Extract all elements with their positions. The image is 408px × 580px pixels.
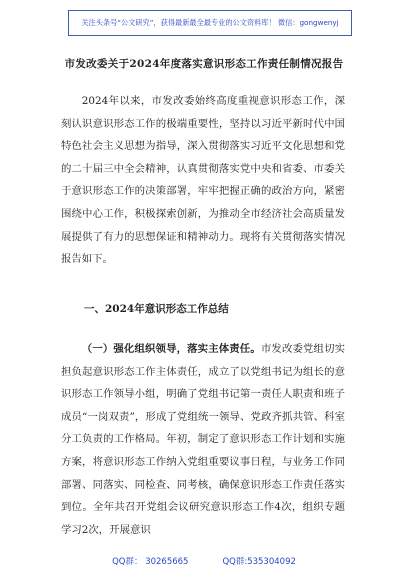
subsection-paragraph (61, 338, 345, 541)
header-banner-text: 关注头条号“公文研究”，获得最新最全最专业的公文资料库！ 微信：gongwenyj (81, 18, 339, 27)
intro-paragraph: 2024年以来，市发改委始终高度重视意识形态工作，深刻认识意识形态工作的极端重要性，坚持以习近平新时代中国特色社会主义思想为指导，深入贯彻落实习近平文化思想和党的二十届三中全会精神，认真贯彻落实党中央和省委、市委关于意识形态工作的决策部署，牢牢把握正确的政治方向，紧密围绕中心工作，积极探索创新，为推动全市经济社会高质量发展提供了有力的思想保证和精神动力。现将有关贯彻落实情况报告如下。 (61, 95, 345, 266)
subsection-heading: （一）强化组织领导，落实主体责任。 (81, 343, 261, 355)
subsection-text: 市发改委党组切实担负起意识形态工作主体责任，成立了以党组书记为组长的意识形态工作领导小组，明确了党组书记第一责任人职责和班子成员“一岗双责”，形成了党组统一领导、党政齐抓共管、科室分工负责的工作格局。年初，制定了意识形态工作计划和实施方案，将意识形态工作纳入党组重要议事日程，与业务工作同部署、同落实、同检查、同考核，确保意识形态工作责任落实到位。全年共召开党组会议研究意识形态工作4次，组织专题学习2次，开展意识 (61, 343, 346, 536)
footer-qq-group-1: QQ群： 30265665 (112, 557, 189, 567)
document-title: 市发改委关于2024年度落实意识形态工作责任制情况报告 (64, 58, 344, 70)
section-heading: 一、2024年意识形态工作总结 (84, 303, 229, 315)
footer (0, 555, 408, 567)
footer-qq-group-2: QQ群:535304092 (222, 557, 296, 567)
header-banner (68, 10, 352, 36)
